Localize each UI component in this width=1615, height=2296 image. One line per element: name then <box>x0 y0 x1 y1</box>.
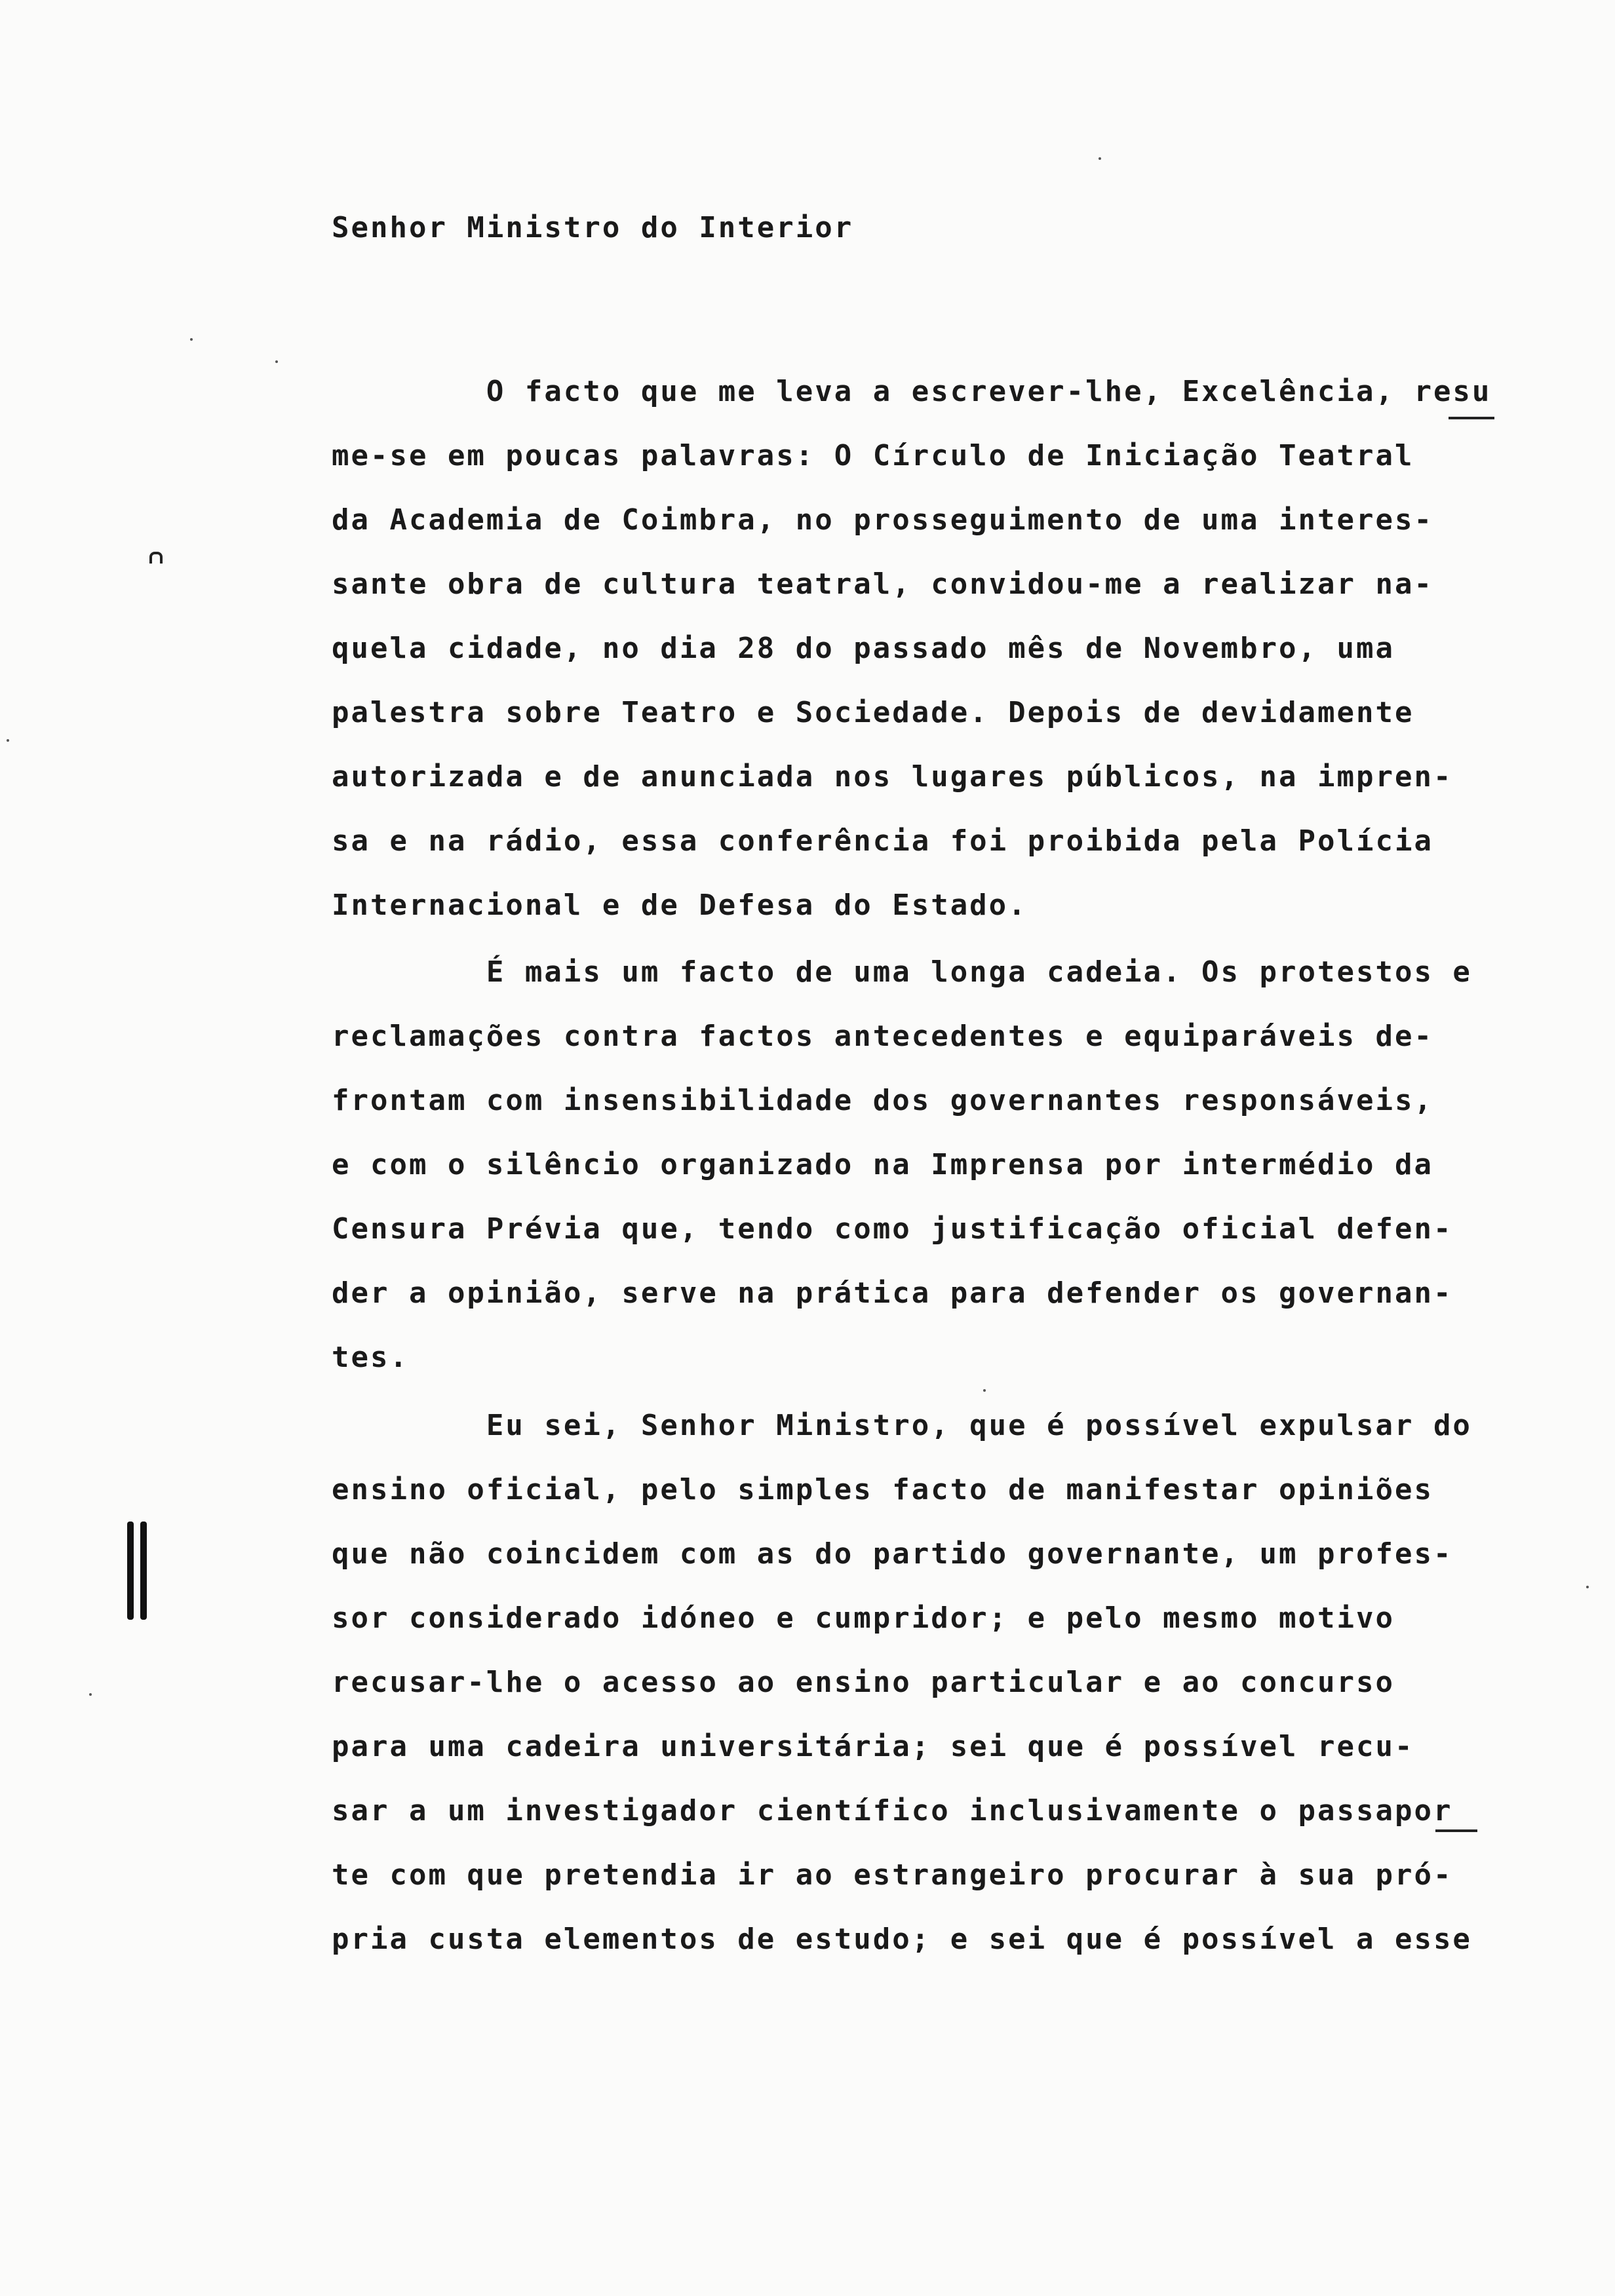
body-line-6: palestra sobre Teatro e Sociedade. Depois de devidamente <box>332 696 1414 729</box>
body-line-12: frontam com insensibilidade dos governantes responsáveis, <box>332 1084 1433 1117</box>
scan-speck <box>275 360 278 363</box>
body-line-22: para uma cadeira universitária; sei que é possível recu- <box>332 1730 1414 1763</box>
body-line-3: da Academia de Coimbra, no prosseguimento de uma interes- <box>332 503 1433 537</box>
body-line-20: sor considerado idóneo e cumpridor; e pelo mesmo motivo <box>332 1601 1395 1635</box>
body-line-18: ensino oficial, pelo simples facto de manifestar opiniões <box>332 1473 1433 1506</box>
body-line-16: tes. <box>332 1341 409 1374</box>
letter-body <box>332 372 1505 1956</box>
body-line-8: sa e na rádio, essa conferência foi proibida pela Polícia <box>332 824 1433 858</box>
body-line-10: É mais um facto de uma longa cadeia. Os protestos e <box>332 955 1472 989</box>
scan-speck <box>190 338 193 341</box>
underline-mark-passapor <box>1435 1829 1477 1832</box>
body-line-2: me-se em poucas palavras: O Círculo de Iniciação Teatral <box>332 439 1414 472</box>
body-line-17: Eu sei, Senhor Ministro, que é possível expulsar do <box>332 1409 1472 1442</box>
body-line-13: e com o silêncio organizado na Imprensa por intermédio da <box>332 1148 1433 1181</box>
body-line-7: autorizada e de anunciada nos lugares públicos, na impren- <box>332 760 1453 794</box>
scan-speck <box>89 1693 92 1696</box>
body-line-25: pria custa elementos de estudo; e sei que é possível a esse <box>332 1923 1472 1956</box>
body-line-4: sante obra de cultura teatral, convidou-me a realizar na- <box>332 567 1433 601</box>
body-line-11: reclamações contra factos antecedentes e equiparáveis de- <box>332 1020 1433 1053</box>
body-line-15: der a opinião, serve na prática para defender os governan- <box>332 1276 1453 1310</box>
body-line-1: O facto que me leva a escrever-lhe, Excelência, resu <box>332 375 1492 408</box>
scan-speck <box>7 739 9 742</box>
salutation: Senhor Ministro do Interior <box>332 211 854 244</box>
binding-mark <box>126 1521 152 1620</box>
scan-speck <box>983 1389 986 1392</box>
underline-mark-resu <box>1449 417 1494 419</box>
scan-speck <box>1099 157 1101 160</box>
body-line-5: quela cidade, no dia 28 do passado mês de Novembro, uma <box>332 632 1395 665</box>
body-line-9: Internacional e de Defesa do Estado. <box>332 889 1028 922</box>
margin-mark <box>149 552 163 564</box>
body-line-19: que não coincidem com as do partido governante, um profes- <box>332 1537 1453 1571</box>
body-line-21: recusar-lhe o acesso ao ensino particular e ao concurso <box>332 1666 1395 1699</box>
body-line-14: Censura Prévia que, tendo como justificação oficial defen- <box>332 1212 1453 1246</box>
body-line-24: te com que pretendia ir ao estrangeiro procurar à sua pró- <box>332 1858 1453 1892</box>
body-line-23: sar a um investigador científico inclusivamente o passapor <box>332 1794 1453 1827</box>
scan-speck <box>1586 1586 1589 1588</box>
